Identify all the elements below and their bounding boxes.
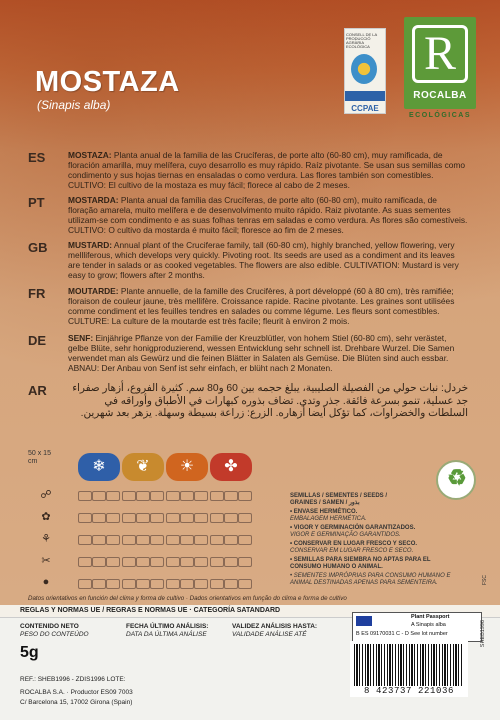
calendar-cell (122, 579, 136, 589)
calendar-cell (122, 491, 136, 501)
barcode-bars (354, 644, 464, 686)
calendar-cell (194, 491, 208, 501)
calendar-cell (210, 579, 224, 589)
reference-lot: REF.: SHEB1996 - ZDIS1996 LOTE: (20, 676, 126, 683)
calendar-cell (238, 579, 252, 589)
seed-icon: ● (42, 576, 50, 588)
calendar-cell (122, 535, 136, 545)
recycle-icon: ♻ (436, 460, 476, 500)
calendar-cell (166, 579, 180, 589)
plant-passport-reg: B ES 09170031 C - D See lot number (356, 631, 448, 637)
calendar-cell (224, 579, 238, 589)
calendar-cell (166, 513, 180, 523)
calendar-cell (238, 491, 252, 501)
calendar-cell (224, 557, 238, 567)
calendar-cell (194, 579, 208, 589)
calendar-cell (78, 513, 92, 523)
calendar-cell (210, 557, 224, 567)
legend-item: • VIGOR Y GERMINACIÓN GARANTIZADOS. VIGOR E GERMINAÇÃO GARANTIDOS. (290, 525, 416, 538)
calendar-cell (166, 557, 180, 567)
leaf-icon: ❦ (122, 453, 164, 481)
brand-name: ROCALBA (413, 90, 467, 101)
calendar-cell (78, 535, 92, 545)
sowing-calendar (28, 450, 451, 600)
ccpae-label: CONSELL DE LA PRODUCCIÓ AGRÀRIA ECOLÒGICA (346, 32, 377, 49)
calendar-cell (122, 513, 136, 523)
calendar-cell (210, 491, 224, 501)
calendar-cell (180, 579, 194, 589)
calendar-cell (150, 491, 164, 501)
producer-address: C/ Barcelona 15, 17002 Girona (Spain) (20, 699, 133, 706)
legend-header-line: GRAINES / SAMEN / بذور (290, 500, 360, 506)
watering-icon: ✿ (41, 511, 51, 523)
calendar-cell (78, 557, 92, 567)
validity-label: VALIDEZ ANÁLISIS HASTA: VALIDADE ANÁLISE ATÉ (232, 623, 318, 638)
calendar-cell (150, 513, 164, 523)
ccpae-abbrev: CCPAE (351, 104, 379, 113)
legend-item: • ENVASE HERMÉTICO. EMBALAGEM HERMÉTICA. (290, 509, 367, 522)
brand-tagline: ECOLÓGICAS (408, 112, 472, 119)
calendar-cell (136, 513, 150, 523)
calendar-cell (78, 491, 92, 501)
calendar-cell (238, 535, 252, 545)
footnote: Datos orientativos en función del clima y forma de cultivo · Dados orientativos em função do clima e forma de cultivo (28, 595, 347, 602)
calendar-cell (180, 557, 194, 567)
regulations-header: REGLAS Y NORMAS UE / REGRAS E NORMAS UE · CATEGORÍA SATANDARD (20, 607, 281, 614)
lang-code: ES (28, 150, 46, 165)
calendar-cell (136, 579, 150, 589)
calendar-cell (224, 535, 238, 545)
legend-item: • SEMENTES IMPRÓPRIAS PARA CONSUMO HUMANO E ANIMAL DESTINADAS APENAS PARA SEMENTEIRA. (290, 573, 451, 586)
calendar-cell (210, 535, 224, 545)
calendar-cell (136, 491, 150, 501)
calendar-cell (122, 557, 136, 567)
calendar-cell (194, 557, 208, 567)
plant-passport-title: Plant Passport (411, 614, 450, 620)
calendar-cell (224, 513, 238, 523)
calendar-cell (136, 557, 150, 567)
lang-code: GB (28, 240, 48, 255)
eu-flag-icon (356, 616, 372, 626)
calendar-cell (194, 535, 208, 545)
calendar-cell (180, 513, 194, 523)
ccpae-certification-seal (344, 28, 386, 114)
product-title: MOSTAZA (35, 66, 180, 98)
calendar-cell (194, 513, 208, 523)
calendar-cell (92, 513, 106, 523)
legend-header-line: SEMILLAS / SEMENTES / SEEDS / (290, 493, 388, 499)
lang-code: PT (28, 195, 45, 210)
net-content-label: CONTENIDO NETO PESO DO CONTEÚDO (20, 623, 89, 638)
calendar-cell (224, 491, 238, 501)
maple-leaf-icon: ✤ (210, 453, 252, 481)
harvest-icon: ✂ (41, 555, 51, 567)
calendar-cell (106, 491, 120, 501)
calendar-cell (180, 535, 194, 545)
calendar-cell (92, 491, 106, 501)
logo-letter: R (412, 25, 468, 83)
plant-passport-species: A Sinapis alba (411, 622, 446, 628)
sowing-icon: ☍ (40, 489, 52, 501)
calendar-cell (166, 535, 180, 545)
calendar-cell (166, 491, 180, 501)
plant-passport (352, 612, 482, 642)
net-weight: 5g (20, 644, 39, 661)
side-code-2: FSC (482, 575, 488, 585)
lang-code: AR (28, 383, 47, 398)
calendar-cell (136, 535, 150, 545)
ccpae-emblem-icon (351, 54, 377, 84)
seed-packet-back: MOSTAZA (Sinapis alba) CONSELL DE LA PRODUCCIÓ AGRÀRIA ECOLÒGICA CCPAE R ROCALBA ECOLÓGICAS ES MOSTAZA: Planta anual de la familia de las Crucíferas, de porte alto (60-80 cm), muy ramificada, de floración amarilla, muy melífera, cuyo desarrollo es muy rápido. Raíz pivotante. Se usan sus semillas como condimento y sus hojas tiernas en ensaladas o como verdura. Las flores también son comestibles. CULTIVO: El cultivo de la mostaza es muy fácil; florece al cabo de 2 meses. PT MOSTARDA: Planta anual da família das Crucíferas, de porte alto (60-80 cm), muito ramificada, de floração amarela, muito melífera e de desenvolvimento muito rápido. Raiz pivotante. As suas sementes utilizam-se com condimento e as suas folhas tenras em saladas e como verdura. As flores são comestíveis. CULTIVO: O cultivo da mostarda é muito fácil; floresce ao fim de 2 meses. GB MUSTARD: Annual plant of the Cruciferae family, tall (60-80 cm), highly branched, yellow flowering, very mellliferous, which develops very quickly. Pivoting root. Its seeds are used as a condiment and its leaves are tender in salads or as cooked vegetables. The flowers are also edible. CULTIVATION: Mustard is very easy to grow; flowers after 2 months. FR MOUTARDE: Plante annuelle, de la famille des Crucifères, à port développé (60 à 80 cm), très ramifiée; floraison de couleur jaune, très mellifère. Croissance rapide. Racine pivotante. Les graines sont utilisées comme condiment et les feuilles tendres en salades ou comme légume. Les fleurs sont comestibles. CULTURE: La culture de la moutarde est très facile; fleurit à environ 2 mois. DE SENF: Einjährige Pflanze von der Familie der Kreuzblütler, von hohem Stiel (60-80 cm), sehr verästet, gelbe Blüte, sehr honigproduzierend, wessen Entwicklung sehr schnell ist. Drehbare Wurzel. Die Samen verwendet man als Gewürz und die feinen Blätter in Salaten als Gemüse. Die Blüten sind auch essbar. ABNAU: Der Anbau von Senf ist sehr einfach, er blüht nach 2 Monaten. AR خردل: نبات حولي من الفصيلة الصليبية، يبلغ حجمه بين 60 و80 سم. كثيرة الفروع، أزهار صفراء جد عسلية، تنمو بسرعة فائقة. جذر وتدي. تضاف بذوره كبهارات في الأطباق وأوراقه في السلطات والخضراوات، كما تؤكل أيضا أزهاره. الزرع: زراعة بسيطة وسهلة. يزهر بعد شهرين. 50 x 15 cm ❄ ❦ ☀ ✤ ☍ ✿ ⚘ ✂ ● SEMILLAS / SEMENTES / SEEDS / GRAINES / SAMEN / بذور • ENVASE HERMÉTICO. EMBALAGEM HERMÉTICA. • VIGOR Y GERMINACIÓN GARANTIZADOS. VIGOR E GERMINAÇÃO GARANTIDOS. • CONSERVAR EN LUGAR FRESCO Y SECO. CONSERVAR EM LUGAR FRESCO E SECO. • SEMILLAS PARA SIEMBRA NO APTAS PARA EL CONSUMO HUMANO O ANIMAL. • SEMENTES IMPRÓPRIAS PARA CONSUMO HUMANO E ANIMAL DESTINADAS APENAS PARA SEMENTEIRA. ♻ Datos orientativos en función del clima y forma de cultivo · Dados orientativos em função do clima e forma de cultivo REGLAS Y NORMAS UE / REGRAS E NORMAS UE · CATEGORÍA SATANDARD CONTENIDO NETO PESO DO CONTEÚDO 5g FECHA ÚLTIMO ANÁLISIS: DATA DA ÚLTIMA ANÁLISE VALIDEZ ANÁLISIS HASTA: VALIDADE ANÁLISE ATÉ REF.: SHEB1996 - ZDIS1996 LOTE: ROCALBA S.A. · Productor ES09 7003 C/ Barcelona 15, 17002 Girona (Spain) Plant Passport A Sinapis alba B ES 09170031 C - D See lot number 8 423737 221036 SHEB1996 FSC (0, 0, 500, 720)
rocalba-logo (404, 17, 476, 109)
calendar-cell (150, 535, 164, 545)
seeds-legend (290, 493, 460, 587)
calendar-cell (92, 535, 106, 545)
side-code: SHEB1996 (480, 620, 486, 648)
calendar-cell (238, 557, 252, 567)
barcode-number: 8 423737 221036 (363, 686, 454, 696)
calendar-cell (106, 513, 120, 523)
legend-item: • SEMILLAS PARA SIEMBRA NO APTAS PARA EL CONSUMO HUMANO O ANIMAL. (290, 557, 431, 570)
calendar-cell (238, 513, 252, 523)
transplant-icon: ⚘ (41, 533, 51, 545)
legend-item: • CONSERVAR EN LUGAR FRESCO Y SECO. CONSERVAR EM LUGAR FRESCO E SECO. (290, 541, 418, 554)
calendar-cell (106, 579, 120, 589)
latin-name: (Sinapis alba) (37, 98, 111, 112)
lang-code: DE (28, 333, 47, 348)
sun-icon: ☀ (166, 453, 208, 481)
calendar-cell (78, 579, 92, 589)
snowflake-icon: ❄ (78, 453, 120, 481)
calendar-cell (180, 491, 194, 501)
calendar-cell (106, 557, 120, 567)
last-analysis-label: FECHA ÚLTIMO ANÁLISIS: DATA DA ÚLTIMA ANÁLISE (126, 623, 209, 638)
lang-code: FR (28, 286, 46, 301)
calendar-cell (92, 579, 106, 589)
plant-spacing: 50 x 15 cm (28, 450, 51, 465)
barcode (350, 641, 468, 697)
calendar-cell (210, 513, 224, 523)
calendar-cell (106, 535, 120, 545)
calendar-cell (150, 579, 164, 589)
producer-info: ROCALBA S.A. · Productor ES09 7003 (20, 689, 133, 696)
calendar-cell (150, 557, 164, 567)
calendar-cell (92, 557, 106, 567)
